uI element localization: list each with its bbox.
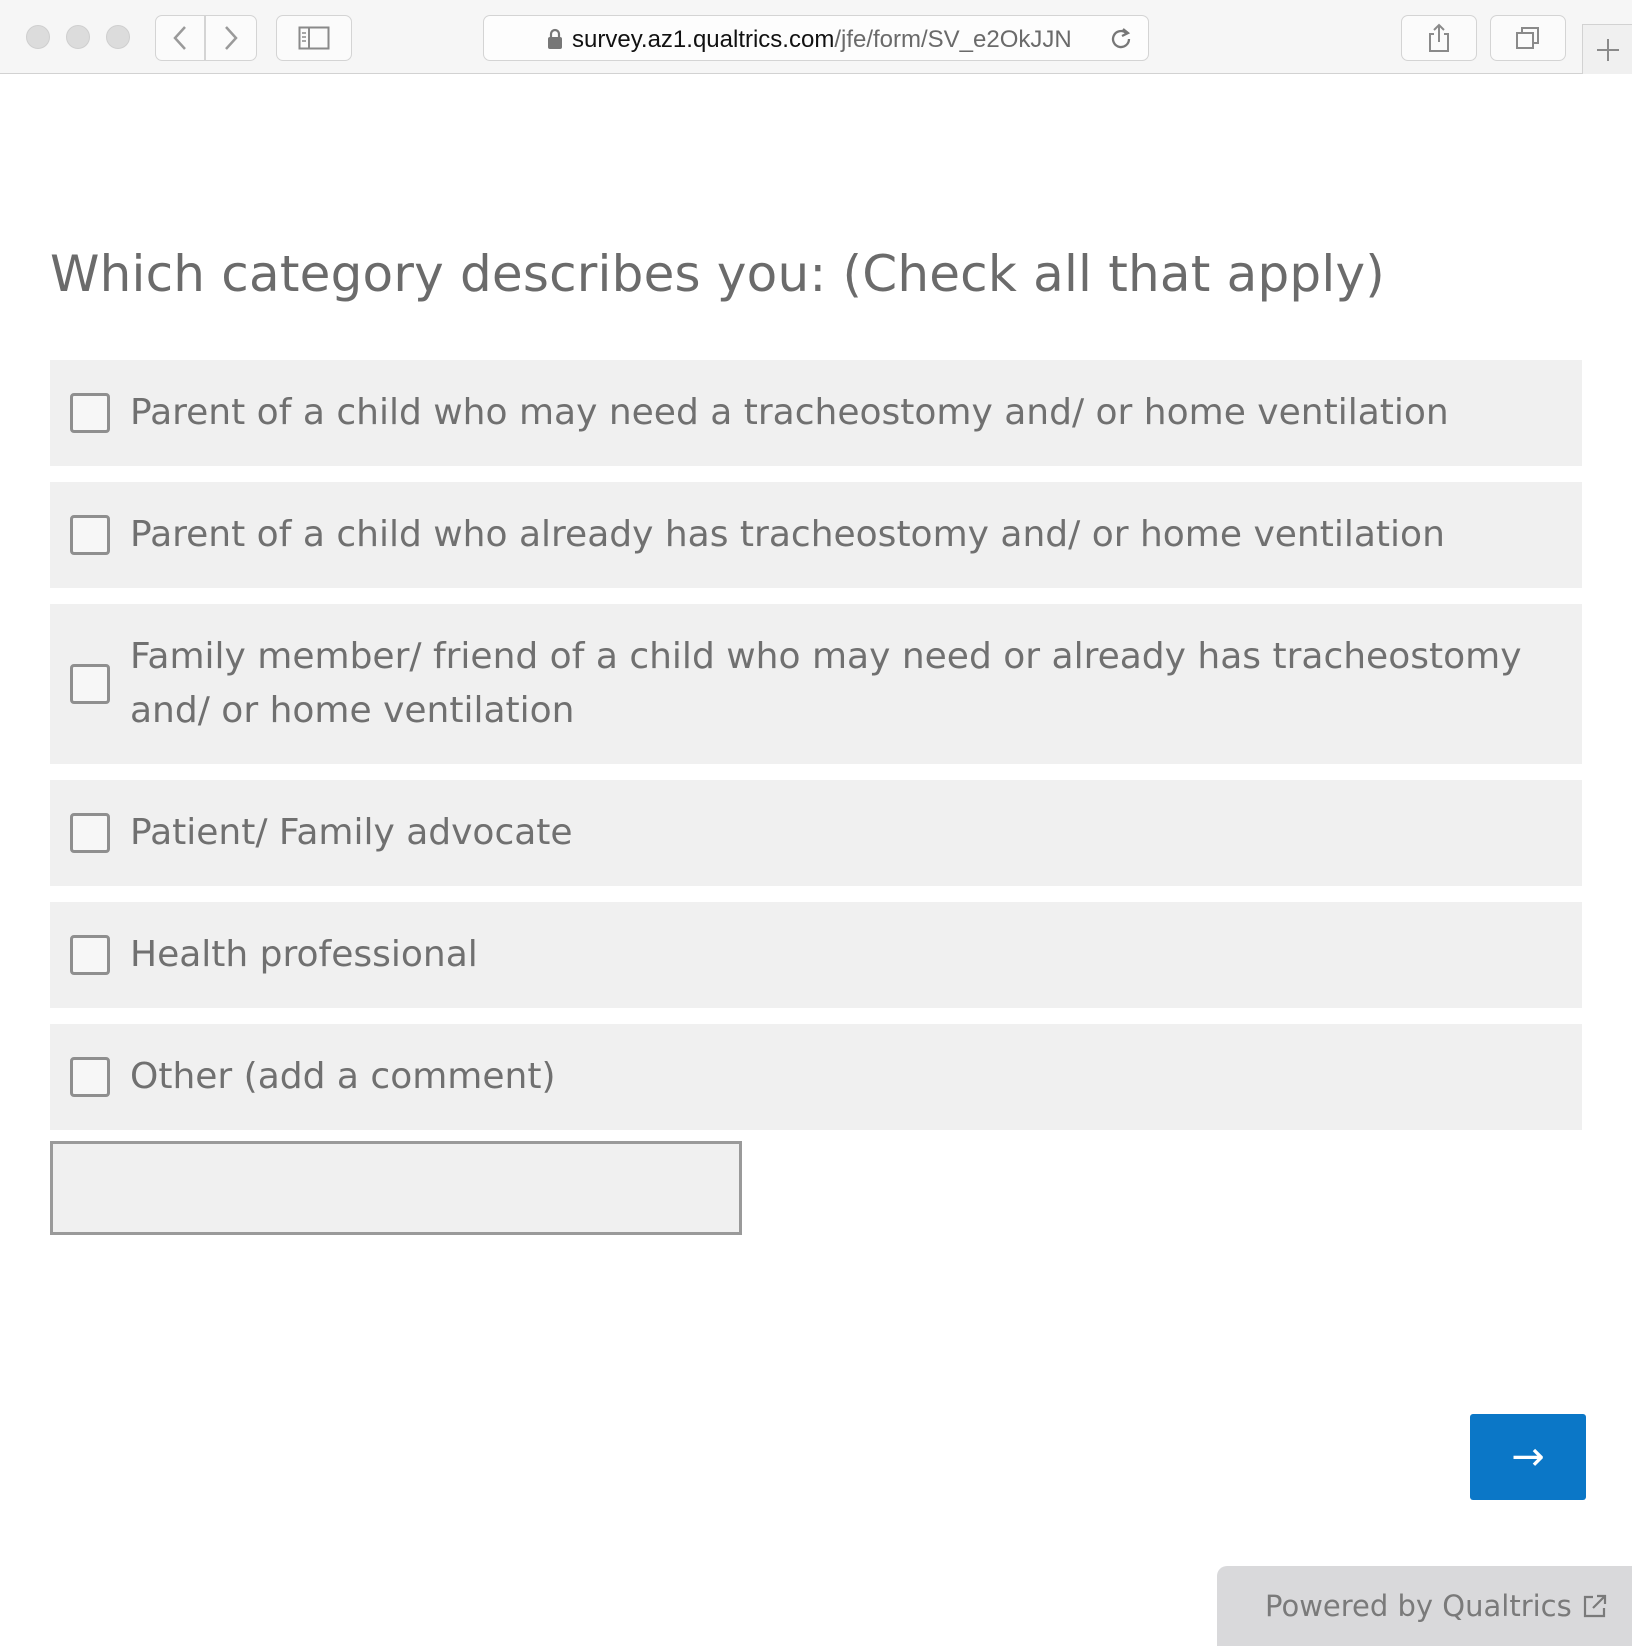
- choice-label: Parent of a child who already has tracheostomy and/ or home ventilation: [130, 514, 1445, 555]
- zoom-window-button[interactable]: [106, 25, 130, 49]
- choice-label: Health professional: [130, 934, 478, 975]
- choice-option-2[interactable]: [50, 482, 1582, 588]
- forward-icon: [221, 24, 241, 52]
- choice-label: Other (add a comment): [130, 1056, 556, 1097]
- minimize-window-button[interactable]: [66, 25, 90, 49]
- next-button[interactable]: →: [1470, 1414, 1586, 1500]
- url-text: [572, 25, 1077, 55]
- choice-option-5[interactable]: [50, 902, 1582, 1008]
- other-comment-input[interactable]: [50, 1141, 742, 1235]
- url-path: /jfe/form/SV_e2OkJJN: [834, 26, 1072, 53]
- choice-option-6[interactable]: [50, 1024, 1582, 1130]
- share-icon: [1426, 23, 1452, 53]
- checkbox[interactable]: [70, 515, 110, 555]
- url-domain: survey.az1.qualtrics.com: [572, 26, 835, 53]
- checkbox[interactable]: [70, 664, 110, 704]
- checkbox[interactable]: [70, 813, 110, 853]
- new-tab-button[interactable]: [1582, 24, 1632, 74]
- back-icon: [170, 24, 190, 52]
- tabs-icon: [1514, 25, 1542, 51]
- lock-icon: [546, 28, 564, 50]
- address-bar[interactable]: [483, 15, 1149, 61]
- tabs-overview-button[interactable]: [1490, 15, 1566, 61]
- back-button[interactable]: [155, 15, 205, 61]
- share-button[interactable]: [1401, 15, 1477, 61]
- powered-by-qualtrics-link[interactable]: [1217, 1566, 1632, 1646]
- choice-option-4[interactable]: [50, 780, 1582, 886]
- sidebar-icon: [298, 26, 330, 50]
- choice-option-3[interactable]: [50, 604, 1582, 764]
- close-window-button[interactable]: [26, 25, 50, 49]
- checkbox[interactable]: [70, 393, 110, 433]
- sidebar-button[interactable]: [276, 15, 352, 61]
- choice-label: Parent of a child who may need a tracheostomy and/ or home ventilation: [130, 392, 1449, 433]
- browser-toolbar: [0, 0, 1632, 74]
- choice-option-1[interactable]: [50, 360, 1582, 466]
- forward-button[interactable]: [205, 15, 257, 61]
- reload-icon[interactable]: [1108, 26, 1134, 52]
- choice-label: Family member/ friend of a child who may need or already has tracheostomy and/ or home ventilation: [130, 636, 1522, 731]
- choice-label: Patient/ Family advocate: [130, 812, 573, 853]
- checkbox[interactable]: [70, 1057, 110, 1097]
- external-link-icon: [1582, 1593, 1608, 1619]
- question-text: Which category describes you: (Check all that apply): [50, 245, 1385, 303]
- plus-icon: [1595, 37, 1621, 63]
- checkbox[interactable]: [70, 935, 110, 975]
- powered-by-label: Powered by Qualtrics: [1265, 1589, 1572, 1623]
